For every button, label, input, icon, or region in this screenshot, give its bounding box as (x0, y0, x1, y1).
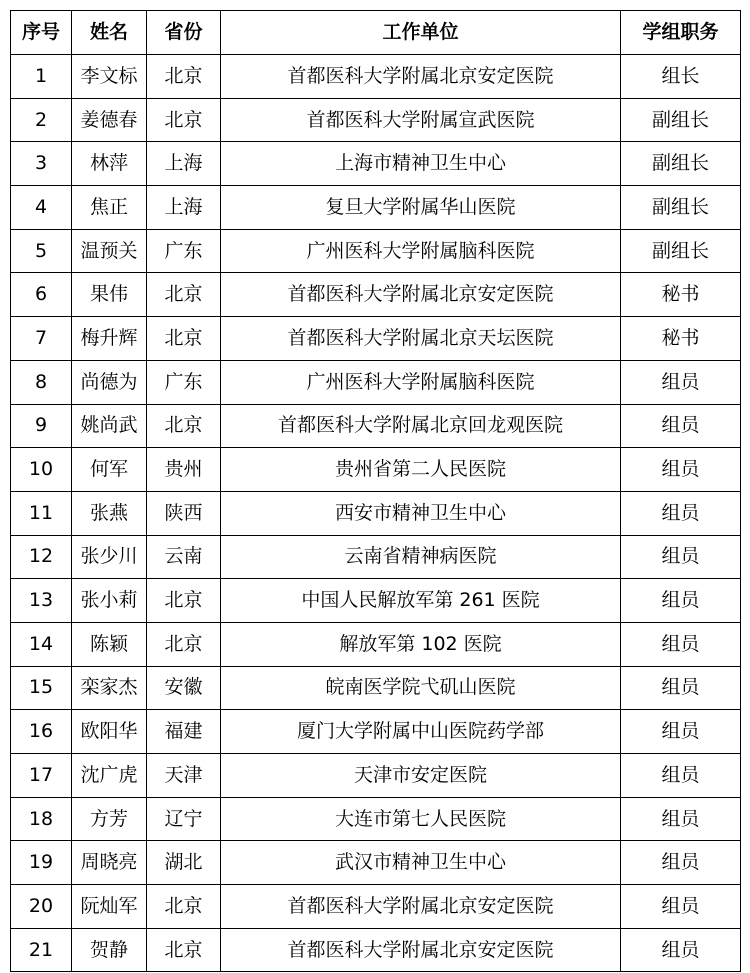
table-row (11, 98, 741, 142)
cell-workplace: 武汉市精神卫生中心 (221, 841, 621, 885)
cell-province: 上海 (147, 142, 221, 186)
cell-workplace: 首都医科大学附属宣武医院 (221, 98, 621, 142)
cell-province: 北京 (147, 273, 221, 317)
table-header-row (11, 11, 741, 55)
cell-name: 沈广虎 (72, 754, 147, 798)
cell-serial-number: 5 (11, 229, 72, 273)
cell-serial-number: 8 (11, 360, 72, 404)
cell-serial-number: 11 (11, 491, 72, 535)
cell-name: 焦正 (72, 186, 147, 230)
cell-name: 张小莉 (72, 579, 147, 623)
cell-serial-number: 19 (11, 841, 72, 885)
cell-province: 安徽 (147, 666, 221, 710)
cell-province: 北京 (147, 317, 221, 361)
cell-name: 温预关 (72, 229, 147, 273)
table-row (11, 841, 741, 885)
table-row (11, 55, 741, 99)
table-row (11, 491, 741, 535)
cell-name: 尚德为 (72, 360, 147, 404)
cell-workplace: 云南省精神病医院 (221, 535, 621, 579)
cell-name: 张燕 (72, 491, 147, 535)
cell-group-role: 组员 (621, 404, 741, 448)
cell-group-role: 组员 (621, 448, 741, 492)
header-serial-number: 序号 (11, 11, 72, 55)
cell-group-role: 秘书 (621, 317, 741, 361)
table-row (11, 448, 741, 492)
cell-workplace: 广州医科大学附属脑科医院 (221, 360, 621, 404)
cell-name: 梅升辉 (72, 317, 147, 361)
cell-workplace: 首都医科大学附属北京安定医院 (221, 55, 621, 99)
cell-name: 姚尚武 (72, 404, 147, 448)
cell-workplace: 皖南医学院弋矶山医院 (221, 666, 621, 710)
cell-province: 广东 (147, 360, 221, 404)
cell-group-role: 组员 (621, 710, 741, 754)
header-province: 省份 (147, 11, 221, 55)
cell-workplace: 解放军第 102 医院 (221, 622, 621, 666)
cell-workplace: 首都医科大学附属北京安定医院 (221, 273, 621, 317)
table-row (11, 622, 741, 666)
cell-province: 广东 (147, 229, 221, 273)
cell-workplace: 贵州省第二人民医院 (221, 448, 621, 492)
member-table (10, 10, 741, 972)
cell-name: 林萍 (72, 142, 147, 186)
cell-workplace: 大连市第七人民医院 (221, 797, 621, 841)
cell-province: 天津 (147, 754, 221, 798)
cell-name: 周晓亮 (72, 841, 147, 885)
cell-name: 欧阳华 (72, 710, 147, 754)
cell-workplace: 广州医科大学附属脑科医院 (221, 229, 621, 273)
cell-province: 北京 (147, 885, 221, 929)
cell-group-role: 组员 (621, 885, 741, 929)
cell-group-role: 组员 (621, 754, 741, 798)
cell-workplace: 天津市安定医院 (221, 754, 621, 798)
cell-group-role: 副组长 (621, 142, 741, 186)
cell-group-role: 秘书 (621, 273, 741, 317)
cell-name: 方芳 (72, 797, 147, 841)
cell-workplace: 中国人民解放军第 261 医院 (221, 579, 621, 623)
cell-name: 阮灿军 (72, 885, 147, 929)
cell-serial-number: 14 (11, 622, 72, 666)
table-row (11, 710, 741, 754)
cell-name: 贺静 (72, 928, 147, 972)
table-row (11, 797, 741, 841)
cell-province: 北京 (147, 928, 221, 972)
cell-group-role: 组员 (621, 841, 741, 885)
cell-serial-number: 15 (11, 666, 72, 710)
cell-serial-number: 12 (11, 535, 72, 579)
cell-group-role: 组员 (621, 622, 741, 666)
table-row (11, 317, 741, 361)
cell-province: 辽宁 (147, 797, 221, 841)
table-row (11, 229, 741, 273)
cell-province: 北京 (147, 622, 221, 666)
header-workplace: 工作单位 (221, 11, 621, 55)
cell-workplace: 西安市精神卫生中心 (221, 491, 621, 535)
table-row (11, 535, 741, 579)
cell-group-role: 组员 (621, 928, 741, 972)
cell-workplace: 首都医科大学附属北京天坛医院 (221, 317, 621, 361)
cell-province: 北京 (147, 98, 221, 142)
cell-group-role: 副组长 (621, 98, 741, 142)
cell-group-role: 副组长 (621, 229, 741, 273)
cell-province: 北京 (147, 55, 221, 99)
cell-serial-number: 3 (11, 142, 72, 186)
cell-group-role: 组员 (621, 579, 741, 623)
cell-group-role: 组员 (621, 360, 741, 404)
table-body (11, 55, 741, 972)
cell-workplace: 首都医科大学附属北京回龙观医院 (221, 404, 621, 448)
cell-group-role: 副组长 (621, 186, 741, 230)
cell-group-role: 组员 (621, 535, 741, 579)
header-name: 姓名 (72, 11, 147, 55)
table-row (11, 885, 741, 929)
cell-group-role: 组员 (621, 491, 741, 535)
table-row (11, 360, 741, 404)
cell-name: 李文标 (72, 55, 147, 99)
header-group-role: 学组职务 (621, 11, 741, 55)
cell-serial-number: 17 (11, 754, 72, 798)
cell-serial-number: 7 (11, 317, 72, 361)
cell-workplace: 复旦大学附属华山医院 (221, 186, 621, 230)
cell-group-role: 组长 (621, 55, 741, 99)
table-row (11, 186, 741, 230)
cell-name: 栾家杰 (72, 666, 147, 710)
table-row (11, 404, 741, 448)
cell-serial-number: 13 (11, 579, 72, 623)
cell-name: 何军 (72, 448, 147, 492)
table-row (11, 273, 741, 317)
cell-name: 陈颖 (72, 622, 147, 666)
cell-workplace: 首都医科大学附属北京安定医院 (221, 885, 621, 929)
cell-workplace: 厦门大学附属中山医院药学部 (221, 710, 621, 754)
cell-province: 湖北 (147, 841, 221, 885)
table-row (11, 928, 741, 972)
cell-serial-number: 21 (11, 928, 72, 972)
cell-serial-number: 1 (11, 55, 72, 99)
table-row (11, 579, 741, 623)
cell-serial-number: 20 (11, 885, 72, 929)
cell-name: 果伟 (72, 273, 147, 317)
cell-serial-number: 16 (11, 710, 72, 754)
cell-name: 姜德春 (72, 98, 147, 142)
cell-province: 上海 (147, 186, 221, 230)
cell-province: 福建 (147, 710, 221, 754)
cell-province: 云南 (147, 535, 221, 579)
cell-province: 北京 (147, 579, 221, 623)
table-row (11, 666, 741, 710)
cell-workplace: 上海市精神卫生中心 (221, 142, 621, 186)
table-row (11, 754, 741, 798)
cell-serial-number: 18 (11, 797, 72, 841)
cell-serial-number: 2 (11, 98, 72, 142)
cell-group-role: 组员 (621, 666, 741, 710)
cell-serial-number: 9 (11, 404, 72, 448)
cell-serial-number: 4 (11, 186, 72, 230)
cell-workplace: 首都医科大学附属北京安定医院 (221, 928, 621, 972)
cell-province: 北京 (147, 404, 221, 448)
cell-serial-number: 6 (11, 273, 72, 317)
cell-name: 张少川 (72, 535, 147, 579)
cell-group-role: 组员 (621, 797, 741, 841)
cell-province: 贵州 (147, 448, 221, 492)
table-row (11, 142, 741, 186)
cell-serial-number: 10 (11, 448, 72, 492)
cell-province: 陕西 (147, 491, 221, 535)
